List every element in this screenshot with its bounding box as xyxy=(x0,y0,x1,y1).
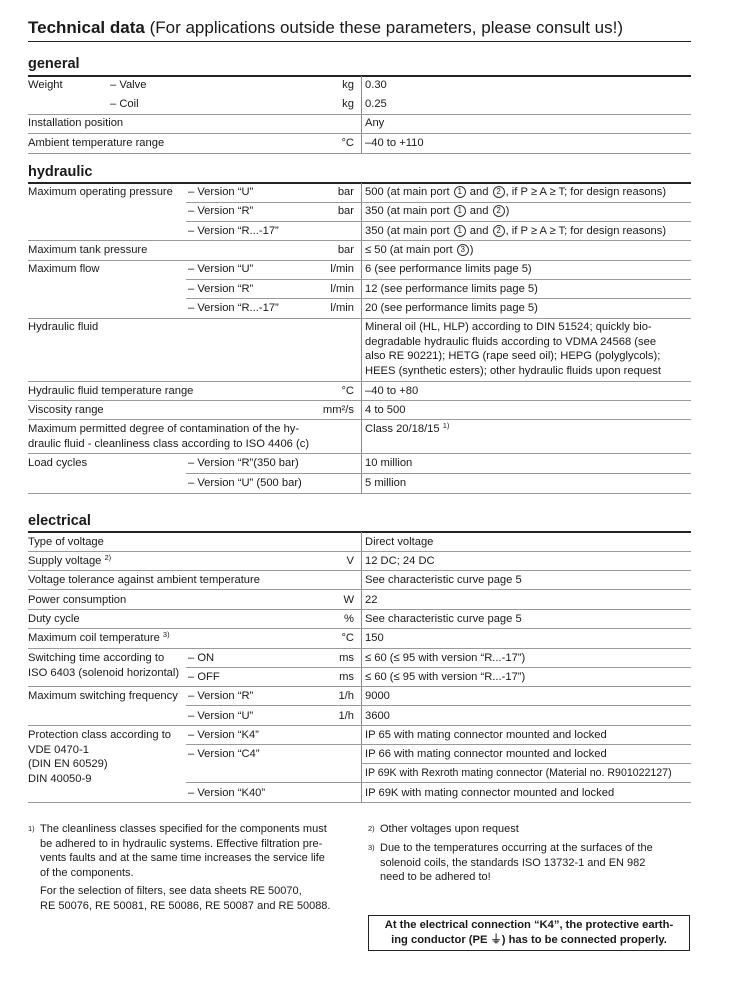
coil-temp-value: 150 xyxy=(365,632,384,644)
weight-label: Weight xyxy=(28,79,63,91)
row-rule xyxy=(186,667,691,668)
unit: l/min xyxy=(330,283,354,295)
footnote-number: 1) xyxy=(28,824,35,833)
ground-icon: ⏚ xyxy=(490,934,502,946)
unit: °C xyxy=(341,385,354,397)
install-label: Installation position xyxy=(28,117,124,129)
contamination-label xyxy=(28,422,309,451)
supply-voltage-value: 12 DC; 24 DC xyxy=(365,555,435,567)
duty-cycle-value: See characteristic curve page 5 xyxy=(365,613,522,625)
unit: bar xyxy=(337,244,354,256)
row-rule xyxy=(186,705,691,706)
section-general-heading: general xyxy=(28,56,80,72)
hydraulic-fluid-label: Hydraulic fluid xyxy=(28,321,99,333)
row-rule xyxy=(28,453,691,454)
footnote-3 xyxy=(368,841,700,885)
unit: ms xyxy=(339,652,354,664)
unit: 1/h xyxy=(338,690,354,702)
footnote-number: 3) xyxy=(368,843,375,852)
footnote-1 xyxy=(28,822,360,913)
flow-u-value: 6 (see performance limits page 5) xyxy=(365,263,532,275)
text-line: The cleanliness classes specified for the components must xyxy=(40,823,327,835)
protection-class-label xyxy=(28,728,171,786)
op-pressure-u-value xyxy=(365,185,666,200)
text: ) xyxy=(505,205,510,217)
supply-voltage-label xyxy=(28,554,111,569)
text: Maximum coil temperature xyxy=(28,632,160,644)
row-rule xyxy=(28,725,691,726)
unit: bar xyxy=(337,186,354,198)
power-label: Power consumption xyxy=(28,594,127,606)
row-rule xyxy=(28,260,691,261)
version-c4-label: – Version “C4” xyxy=(188,748,260,760)
power-value: 22 xyxy=(365,594,378,606)
load-version-u-label: – Version “U” (500 bar) xyxy=(188,477,302,489)
section-rule xyxy=(28,182,691,184)
unit: l/min xyxy=(330,302,354,314)
version-r17-label: – Version “R...-17” xyxy=(188,225,279,237)
version-k4-label: – Version “K4” xyxy=(188,729,259,741)
text-line: Switching time according to xyxy=(28,652,165,664)
row-rule xyxy=(28,802,691,803)
text: Supply voltage xyxy=(28,555,102,567)
title-rest: (For applications outside these parameters, please consult us!) xyxy=(144,18,623,37)
load-version-r-label: – Version “R”(350 bar) xyxy=(188,457,299,469)
text: ) has to be connected properly. xyxy=(501,934,667,946)
duty-cycle-label: Duty cycle xyxy=(28,613,80,625)
port-1-circle: 1 xyxy=(454,225,466,237)
unit: 1/h xyxy=(338,710,354,722)
text-line: be adhered to in hydraulic systems. Effective filtration pre- xyxy=(40,837,323,850)
protection-k40-value: IP 69K with mating connector mounted and locked xyxy=(365,787,615,799)
flow-r-value: 12 (see performance limits page 5) xyxy=(365,283,538,295)
weight-coil-label: – Coil xyxy=(110,98,139,110)
op-pressure-r-value xyxy=(365,204,509,219)
unit: kg xyxy=(342,98,354,110)
page-title xyxy=(28,18,623,38)
version-r17-label: – Version “R...-17” xyxy=(188,302,279,314)
version-u-label: – Version “U” xyxy=(188,186,254,198)
row-rule xyxy=(186,279,691,280)
load-cycles-label: Load cycles xyxy=(28,457,88,469)
text-line: of the components. xyxy=(40,866,134,879)
switching-time-label xyxy=(28,651,179,680)
text-line xyxy=(369,933,689,948)
row-rule xyxy=(28,133,691,134)
section-electrical-heading: electrical xyxy=(28,513,91,529)
voltage-type-label: Type of voltage xyxy=(28,536,104,548)
voltage-tolerance-value: See characteristic curve page 5 xyxy=(365,574,522,586)
text: ) xyxy=(469,244,474,256)
row-rule xyxy=(28,551,691,552)
switch-on-value: ≤ 60 (≤ 95 with version “R...-17”) xyxy=(365,652,526,664)
unit: % xyxy=(344,613,354,625)
freq-u-value: 3600 xyxy=(365,710,390,722)
unit: bar xyxy=(337,205,354,217)
row-rule xyxy=(28,318,691,319)
viscosity-label: Viscosity range xyxy=(28,404,104,416)
max-op-pressure-label: Maximum operating pressure xyxy=(28,186,173,198)
viscosity-value: 4 to 500 xyxy=(365,404,406,416)
contamination-value xyxy=(365,422,449,437)
text: and xyxy=(466,186,492,198)
text: 500 (at main port xyxy=(365,186,453,198)
install-value: Any xyxy=(365,117,385,129)
text: ing conductor (PE xyxy=(391,934,491,946)
max-flow-label: Maximum flow xyxy=(28,263,100,275)
row-rule xyxy=(186,744,691,745)
unit: V xyxy=(346,555,354,567)
row-rule xyxy=(186,298,691,299)
footnote-ref: 1) xyxy=(442,421,450,430)
row-rule xyxy=(28,589,691,590)
row-rule xyxy=(28,153,691,154)
version-k40-label: – Version “K40” xyxy=(188,787,266,799)
port-2-circle: 2 xyxy=(493,205,505,217)
ambient-value: –40 to +110 xyxy=(365,137,424,149)
footnote-number: 2) xyxy=(368,824,375,833)
load-u-value: 5 million xyxy=(365,477,407,489)
text-line: At the electrical connection “K4”, the protective earth- xyxy=(384,919,674,931)
text-line: Protection class according to xyxy=(28,729,172,741)
on-label: – ON xyxy=(188,652,215,664)
text: Class 20/18/15 xyxy=(365,423,440,435)
version-r-label: – Version “R” xyxy=(188,205,254,217)
title-rule xyxy=(28,41,691,42)
column-divider xyxy=(361,183,362,493)
row-rule xyxy=(186,473,691,474)
section-hydraulic-heading: hydraulic xyxy=(28,164,93,180)
text: and xyxy=(466,205,492,217)
text-line: RE 50076, RE 50081, RE 50086, RE 50087 and RE 50088. xyxy=(40,899,331,912)
weight-valve-value: 0.30 xyxy=(365,79,387,91)
section-rule xyxy=(28,75,691,77)
text-line: need to be adhered to! xyxy=(380,871,491,883)
text-line: solenoid coils, the standards ISO 13732-1 and EN 982 xyxy=(380,856,646,869)
version-u-label: – Version “U” xyxy=(188,710,254,722)
version-r-label: – Version “R” xyxy=(188,690,254,702)
text: ≤ 50 (at main port xyxy=(365,244,456,256)
text: 350 (at main port xyxy=(365,205,453,217)
port-3-circle: 3 xyxy=(457,244,469,256)
switch-off-value: ≤ 60 (≤ 95 with version “R...-17”) xyxy=(365,671,526,683)
row-rule xyxy=(186,221,691,222)
text-line: DIN 40050-9 xyxy=(28,772,92,785)
port-2-circle: 2 xyxy=(493,186,505,198)
protection-c4-value-2: IP 69K with Rexroth mating connector (Material no. R901022127) xyxy=(365,767,672,779)
tank-pressure-value xyxy=(365,243,473,258)
weight-valve-label: – Valve xyxy=(110,79,147,91)
text-line: vents faults and at the same time increases the service life xyxy=(40,852,325,864)
row-rule xyxy=(186,202,691,203)
text-line: ISO 6403 (solenoid horizontal) xyxy=(28,666,180,679)
switching-frequency-label: Maximum switching frequency xyxy=(28,690,178,702)
row-rule xyxy=(186,782,691,783)
unit: mm²/s xyxy=(322,404,354,416)
coil-temp-label xyxy=(28,631,170,646)
protection-c4-value-1: IP 66 with mating connector mounted and locked xyxy=(365,748,607,760)
flow-r17-value: 20 (see performance limits page 5) xyxy=(365,302,538,314)
text-line: Mineral oil (HL, HLP) according to DIN 51524; quickly bio- xyxy=(365,321,652,333)
row-rule xyxy=(28,381,691,382)
row-rule xyxy=(28,648,691,649)
port-2-circle: 2 xyxy=(493,225,505,237)
title-bold: Technical data xyxy=(28,18,145,37)
text-line: also RE 90221); HETG (rape seed oil); HEPG (polyglycols); xyxy=(365,350,661,363)
text-line: Maximum permitted degree of contamination of the hy- xyxy=(28,423,300,435)
off-label: – OFF xyxy=(188,671,220,683)
fluid-temp-label: Hydraulic fluid temperature range xyxy=(28,385,194,397)
footnote-ref: 2) xyxy=(104,553,112,562)
row-rule xyxy=(28,240,691,241)
unit: W xyxy=(343,594,354,606)
row-rule xyxy=(361,763,691,764)
footnote-ref: 3) xyxy=(162,630,170,639)
text-line: (DIN EN 60529) xyxy=(28,758,108,771)
text-line: VDE 0470-1 xyxy=(28,743,89,756)
version-u-label: – Version “U” xyxy=(188,263,254,275)
weight-coil-value: 0.25 xyxy=(365,98,387,110)
text-line: draulic fluid - cleanliness class according to ISO 4406 (c) xyxy=(28,437,310,450)
voltage-tolerance-label: Voltage tolerance against ambient temperature xyxy=(28,574,260,586)
text-line: Due to the temperatures occurring at the surfaces of the xyxy=(380,842,653,854)
text-line: degradable hydraulic fluids according to VDMA 24568 (see xyxy=(365,335,657,348)
text: 350 (at main port xyxy=(365,225,453,237)
row-rule xyxy=(28,628,691,629)
unit: ms xyxy=(339,671,354,683)
fluid-temp-value: –40 to +80 xyxy=(365,385,419,397)
row-rule xyxy=(28,686,691,687)
load-r-value: 10 million xyxy=(365,457,413,469)
unit: °C xyxy=(341,137,354,149)
text-line: For the selection of filters, see data sheets RE 50070, xyxy=(40,885,302,897)
freq-r-value: 9000 xyxy=(365,690,390,702)
row-rule xyxy=(28,570,691,571)
text: and xyxy=(466,225,492,237)
hydraulic-fluid-value xyxy=(365,320,661,378)
row-rule xyxy=(28,419,691,420)
earthing-note-box xyxy=(368,915,690,951)
port-1-circle: 1 xyxy=(454,205,466,217)
row-rule xyxy=(28,493,691,494)
protection-k4-value: IP 65 with mating connector mounted and locked xyxy=(365,729,607,741)
text: , if P ≥ A ≥ T; for design reasons) xyxy=(505,186,667,198)
ambient-label: Ambient temperature range xyxy=(28,137,165,149)
unit: l/min xyxy=(330,263,354,275)
version-r-label: – Version “R” xyxy=(188,283,254,295)
unit: °C xyxy=(341,632,354,644)
op-pressure-r17-value xyxy=(365,224,666,239)
text-line: HEES (synthetic esters); other hydraulic fluids upon request xyxy=(365,364,661,377)
footnote-2 xyxy=(368,822,700,837)
port-1-circle: 1 xyxy=(454,186,466,198)
section-rule xyxy=(28,531,691,533)
text: , if P ≥ A ≥ T; for design reasons) xyxy=(505,225,667,237)
unit: kg xyxy=(342,79,354,91)
tank-pressure-label: Maximum tank pressure xyxy=(28,244,148,256)
row-rule xyxy=(28,400,691,401)
text-line: Other voltages upon request xyxy=(380,823,519,835)
voltage-type-value: Direct voltage xyxy=(365,536,434,548)
row-rule xyxy=(28,114,691,115)
row-rule xyxy=(28,609,691,610)
